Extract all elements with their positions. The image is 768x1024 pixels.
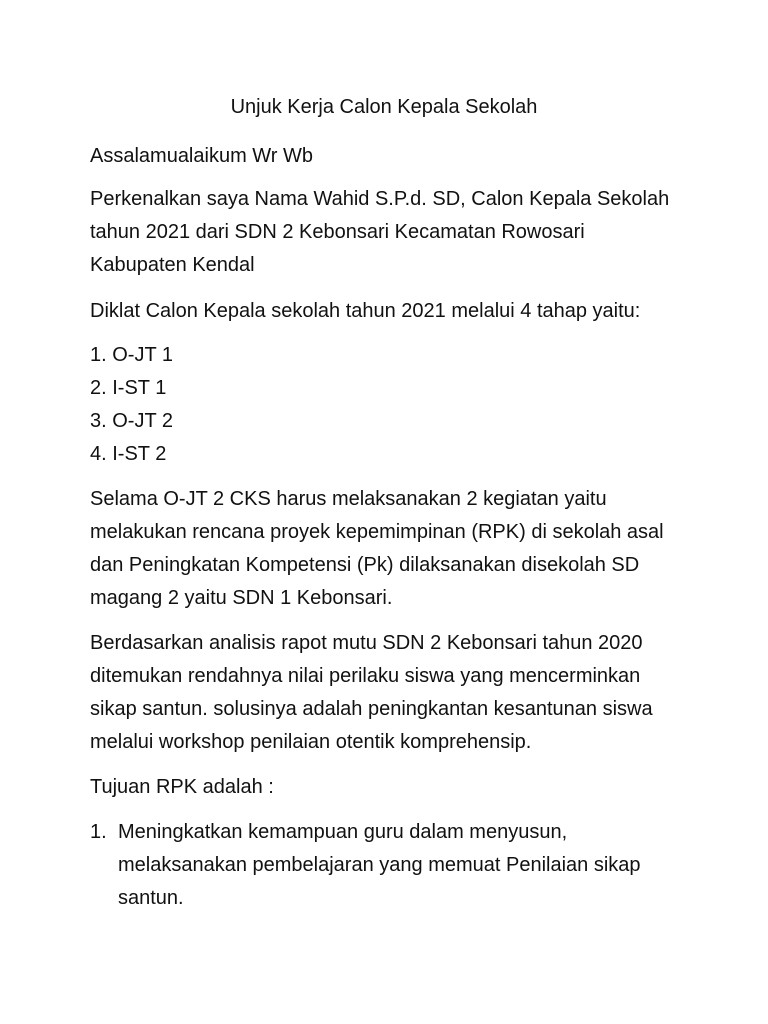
paragraph-line: Berdasarkan analisis rapot mutu SDN 2 Kebonsari tahun 2020	[90, 632, 643, 654]
paragraph-line: dan Peningkatan Kompetensi (Pk) dilaksanakan disekolah SD	[90, 554, 640, 576]
paragraph-line: Selama O-JT 2 CKS harus melaksanakan 2 kegiatan yaitu	[90, 488, 607, 510]
paragraph-line: Perkenalkan saya Nama Wahid S.P.d. SD, Calon Kepala Sekolah	[90, 188, 670, 210]
rpk-goals-list	[90, 816, 700, 915]
stages-list	[90, 339, 700, 471]
paragraph-line: Kabupaten Kendal	[90, 254, 255, 276]
rpk-goals-heading: Tujuan RPK adalah :	[90, 776, 274, 798]
paragraph-line: melakukan rencana proyek kepemimpinan (RPK) di sekolah asal	[90, 521, 664, 543]
paragraph-line: melalui workshop penilaian otentik komprehensip.	[90, 731, 532, 753]
goal-line: santun.	[118, 887, 184, 909]
stage-item: 3. O-JT 2	[90, 410, 173, 432]
activities-paragraph	[90, 483, 700, 615]
goal-item	[90, 816, 700, 915]
paragraph-line: tahun 2021 dari SDN 2 Kebonsari Kecamatan Rowosari	[90, 221, 585, 243]
goal-line: melaksanakan pembelajaran yang memuat Penilaian sikap	[118, 854, 641, 876]
document-title: Unjuk Kerja Calon Kepala Sekolah	[230, 96, 538, 118]
analysis-paragraph	[90, 627, 700, 759]
goal-line: Meningkatkan kemampuan guru dalam menyusun,	[118, 821, 568, 843]
greeting-paragraph: Assalamualaikum Wr Wb	[90, 145, 314, 167]
diklat-paragraph: Diklat Calon Kepala sekolah tahun 2021 melalui 4 tahap yaitu:	[90, 300, 641, 322]
stage-item: 1. O-JT 1	[90, 344, 173, 366]
paragraph-line: ditemukan rendahnya nilai perilaku siswa yang mencerminkan	[90, 665, 641, 687]
stage-item: 2. I-ST 1	[90, 377, 167, 399]
goal-number: 1.	[90, 821, 107, 843]
stage-item: 4. I-ST 2	[90, 443, 167, 465]
paragraph-line: sikap santun. solusinya adalah peningkantan kesantunan siswa	[90, 698, 653, 720]
intro-paragraph	[90, 183, 700, 282]
paragraph-line: magang 2 yaitu SDN 1 Kebonsari.	[90, 587, 393, 609]
